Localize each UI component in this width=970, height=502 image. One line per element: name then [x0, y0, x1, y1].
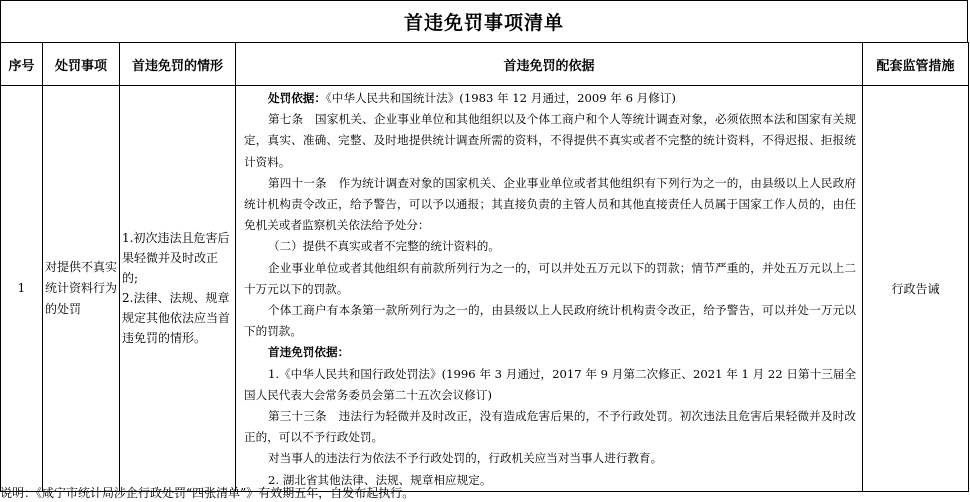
penalty-basis-label: 处罚依据：	[268, 91, 326, 105]
header-measure: 配套监管措施	[863, 43, 969, 86]
row-measure: 行政告诫	[863, 86, 969, 492]
row-basis	[236, 86, 863, 492]
article-41: 第四十一条 作为统计调查对象的国家机关、企业事业单位或者其他组织有下列行为之一的，由县级以上人民政府统计机构责令改正，给予警告，可以予以通报；其直接负责的主管人员和其他直接责任人员属于国家工作人员的，由任免机关或者监察机关依法给予处分：	[244, 175, 856, 233]
article-33: 第三十三条 违法行为轻微并及时改正，没有造成危害后果的，不予行政处罚。初次违法且危害后果轻微并及时改正的，可以不予行政处罚。	[244, 409, 856, 445]
row-item: 对提供不真实统计资料行为的处罚	[43, 86, 120, 492]
table-row	[1, 86, 969, 492]
exemption-table	[0, 42, 969, 492]
row-situation	[120, 86, 236, 492]
article-41-individual: 个体工商户有本条第一款所列行为之一的，由县级以上人民政府统计机构责令改正，给予警告，可以并处一万元以下的罚款。	[244, 303, 856, 339]
header-situation: 首违免罚的情形	[120, 43, 236, 86]
exempt-basis-1: 1.《中华人民共和国行政处罚法》(1996 年 3 月通过，2017 年 9 月第二次修正、2021 年 1 月 22 日第十三届全国人民代表大会常务委员会第二十五次会议修订)	[244, 366, 856, 402]
exempt-basis-label: 首违免罚依据：	[268, 345, 350, 360]
header-basis: 首违免罚的依据	[236, 43, 863, 86]
situation-1: 1.初次违法且危害后果轻微并及时改正的;	[122, 231, 230, 286]
header-item: 处罚事项	[43, 43, 120, 86]
article-41-item-2: （二）提供不真实或者不完整的统计资料的。	[268, 239, 500, 254]
page-title: 首违免罚事项清单	[0, 0, 968, 43]
article-41-enterprise: 企业事业单位或者其他组织有前款所列行为之一的，可以并处五万元以下的罚款；情节严重的，并处五万元以上二十万元以下的罚款。	[244, 260, 856, 296]
article-33-education: 对当事人的违法行为依法不予行政处罚的，行政机关应当对当事人进行教育。	[268, 451, 663, 466]
situation-2: 2.法律、法规、规章规定其他依法应当首违免罚的情形。	[122, 291, 231, 346]
penalty-law: 《中华人民共和国统计法》(1983 年 12 月通过，2009 年 6 月修订)	[325, 91, 676, 105]
article-7: 第七条 国家机关、企业事业单位和其他组织以及个体工商户和个人等统计调查对象，必须依照本法和国家有关规定，真实、准确、完整、及时地提供统计调查所需的资料，不得提供不真实或者不完整的统计资料，不得迟报、拒报统计资料。	[244, 112, 856, 169]
exempt-basis-2: 2. 湖北省其他法律、法规、规章相应规定。	[268, 472, 492, 487]
header-seq: 序号	[1, 43, 43, 86]
penalty-basis-line	[244, 88, 856, 109]
footnote: 说明：《咸宁市统计局涉企行政处罚“四张清单”》有效期五年，自发布起执行。	[0, 486, 415, 500]
row-seq: 1	[1, 86, 43, 492]
header-row	[1, 43, 969, 86]
